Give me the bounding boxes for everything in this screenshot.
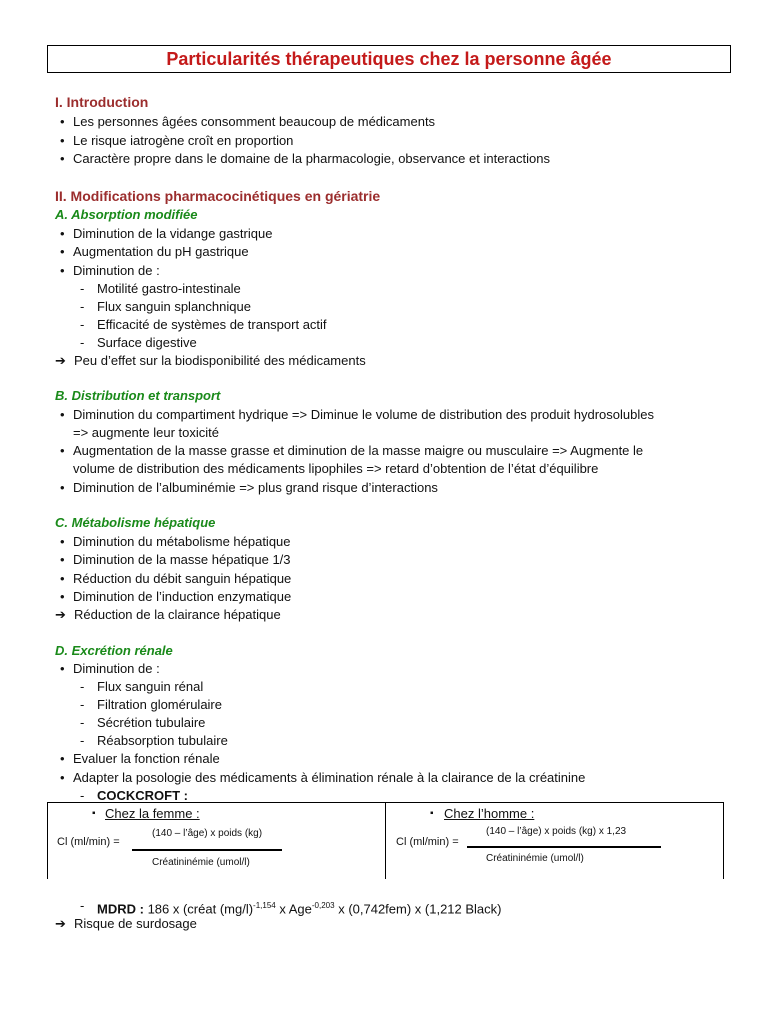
bullet-marker: • — [60, 443, 65, 458]
list-item: Augmentation de la masse grasse et diminution de la masse maigre ou musculaire => Augmente le — [73, 443, 644, 458]
title-box — [47, 45, 731, 73]
dash-marker: - — [80, 299, 85, 314]
list-item-continuation: volume de distribution des médicaments lipophiles => retard d’obtention de l’état d’équilibre — [73, 461, 599, 476]
sub-list-item: Efficacité de systèmes de transport actif — [97, 317, 327, 332]
female-formula-lhs: Cl (ml/min) = — [57, 836, 120, 848]
dash-marker: - — [80, 317, 85, 332]
list-item: Caractère propre dans le domaine de la pharmacologie, observance et interactions — [73, 151, 550, 166]
bullet-marker: • — [60, 770, 65, 785]
bullet-marker: • — [60, 571, 65, 586]
cockcroft-label: COCKCROFT : — [97, 788, 188, 803]
arrow-icon: ➔ — [55, 607, 66, 622]
sub-list-item: Sécrétion tubulaire — [97, 715, 206, 730]
sub-list-item: Réabsorption tubulaire — [97, 733, 228, 748]
mdrd-formula — [97, 898, 502, 917]
list-item: Augmentation du pH gastrique — [73, 244, 249, 259]
bullet-marker: • — [60, 226, 65, 241]
conclusion-text: Peu d’effet sur la biodisponibilité des médicaments — [74, 353, 366, 368]
mdrd-part1: 186 x (créat (mg/l) — [147, 901, 254, 917]
mdrd-part3: x (0,742fem) x (1,212 Black) — [338, 901, 502, 917]
section-heading-pharmacokinetics: II. Modifications pharmacocinétiques en gériatrie — [55, 188, 381, 204]
male-fraction-bar — [467, 846, 661, 848]
bullet-marker: • — [60, 244, 65, 259]
female-denominator: Créatininémie (umol/l) — [152, 857, 250, 868]
male-denominator: Créatininémie (umol/l) — [486, 853, 584, 864]
bullet-marker: • — [60, 661, 65, 676]
list-item: Diminution de la vidange gastrique — [73, 226, 273, 241]
bullet-marker: • — [60, 263, 65, 278]
formula-column-divider — [385, 802, 386, 879]
list-item: Diminution de l’albuminémie => plus grand risque d’interactions — [73, 480, 438, 495]
bullet-marker: • — [60, 133, 65, 148]
dash-marker: - — [80, 679, 85, 694]
list-item: Diminution du compartiment hydrique => Diminue le volume de distribution des produit hydrosolubles — [73, 407, 654, 422]
mdrd-exp1: -1,154 — [253, 901, 276, 910]
dash-marker: - — [80, 335, 85, 350]
mdrd-part2: x Age — [279, 901, 312, 917]
subsection-heading-distribution: B. Distribution et transport — [55, 388, 221, 403]
sub-list-item: Flux sanguin splanchnique — [97, 299, 251, 314]
sub-list-item: Motilité gastro-intestinale — [97, 281, 241, 296]
list-item: Diminution du métabolisme hépatique — [73, 534, 291, 549]
square-bullet: ▪ — [430, 808, 434, 819]
dash-marker: - — [80, 697, 85, 712]
male-numerator: (140 – l’âge) x poids (kg) x 1,23 — [486, 826, 627, 837]
square-bullet: ▪ — [92, 808, 96, 819]
bullet-marker: • — [60, 751, 65, 766]
arrow-icon: ➔ — [55, 353, 66, 368]
bullet-marker: • — [60, 589, 65, 604]
list-item: Réduction du débit sanguin hépatique — [73, 571, 292, 586]
sub-list-item: Filtration glomérulaire — [97, 697, 222, 712]
bullet-marker: • — [60, 552, 65, 567]
male-formula-lhs: Cl (ml/min) = — [396, 836, 459, 848]
dash-marker: - — [80, 281, 85, 296]
bullet-marker: • — [60, 534, 65, 549]
list-item-continuation: => augmente leur toxicité — [73, 425, 219, 440]
list-item: Evaluer la fonction rénale — [73, 751, 220, 766]
bullet-marker: • — [60, 114, 65, 129]
subsection-heading-excretion: D. Excrétion rénale — [55, 643, 173, 658]
male-label: Chez l’homme : — [444, 806, 535, 821]
list-item: Adapter la posologie des médicaments à élimination rénale à la clairance de la créatinine — [73, 770, 586, 785]
dash-marker: - — [80, 733, 85, 748]
list-item: Diminution de : — [73, 263, 160, 278]
female-fraction-bar — [132, 849, 282, 851]
page-title: Particularités thérapeutiques chez la personne âgée — [166, 48, 612, 69]
dash-marker: - — [80, 788, 85, 803]
sub-list-item: Flux sanguin rénal — [97, 679, 204, 694]
list-item: Le risque iatrogène croît en proportion — [73, 133, 294, 148]
list-item: Les personnes âgées consomment beaucoup de médicaments — [73, 114, 436, 129]
mdrd-label: MDRD : — [97, 901, 144, 917]
dash-marker: - — [80, 898, 85, 913]
conclusion-text: Réduction de la clairance hépatique — [74, 607, 281, 622]
sub-list-item: Surface digestive — [97, 335, 197, 350]
subsection-heading-metabolism: C. Métabolisme hépatique — [55, 515, 216, 530]
bullet-marker: • — [60, 407, 65, 422]
female-numerator: (140 – l’âge) x poids (kg) — [152, 828, 263, 839]
list-item: Diminution de : — [73, 661, 160, 676]
mdrd-exp2: -0,203 — [311, 901, 335, 910]
list-item: Diminution de la masse hépatique 1/3 — [73, 552, 291, 567]
section-heading-introduction: I. Introduction — [55, 94, 149, 110]
bullet-marker: • — [60, 151, 65, 166]
list-item: Diminution de l’induction enzymatique — [73, 589, 292, 604]
subsection-heading-absorption: A. Absorption modifiée — [55, 207, 198, 222]
dash-marker: - — [80, 715, 85, 730]
conclusion-text: Risque de surdosage — [74, 916, 197, 931]
female-label: Chez la femme : — [105, 806, 200, 821]
arrow-icon: ➔ — [55, 916, 66, 931]
bullet-marker: • — [60, 480, 65, 495]
